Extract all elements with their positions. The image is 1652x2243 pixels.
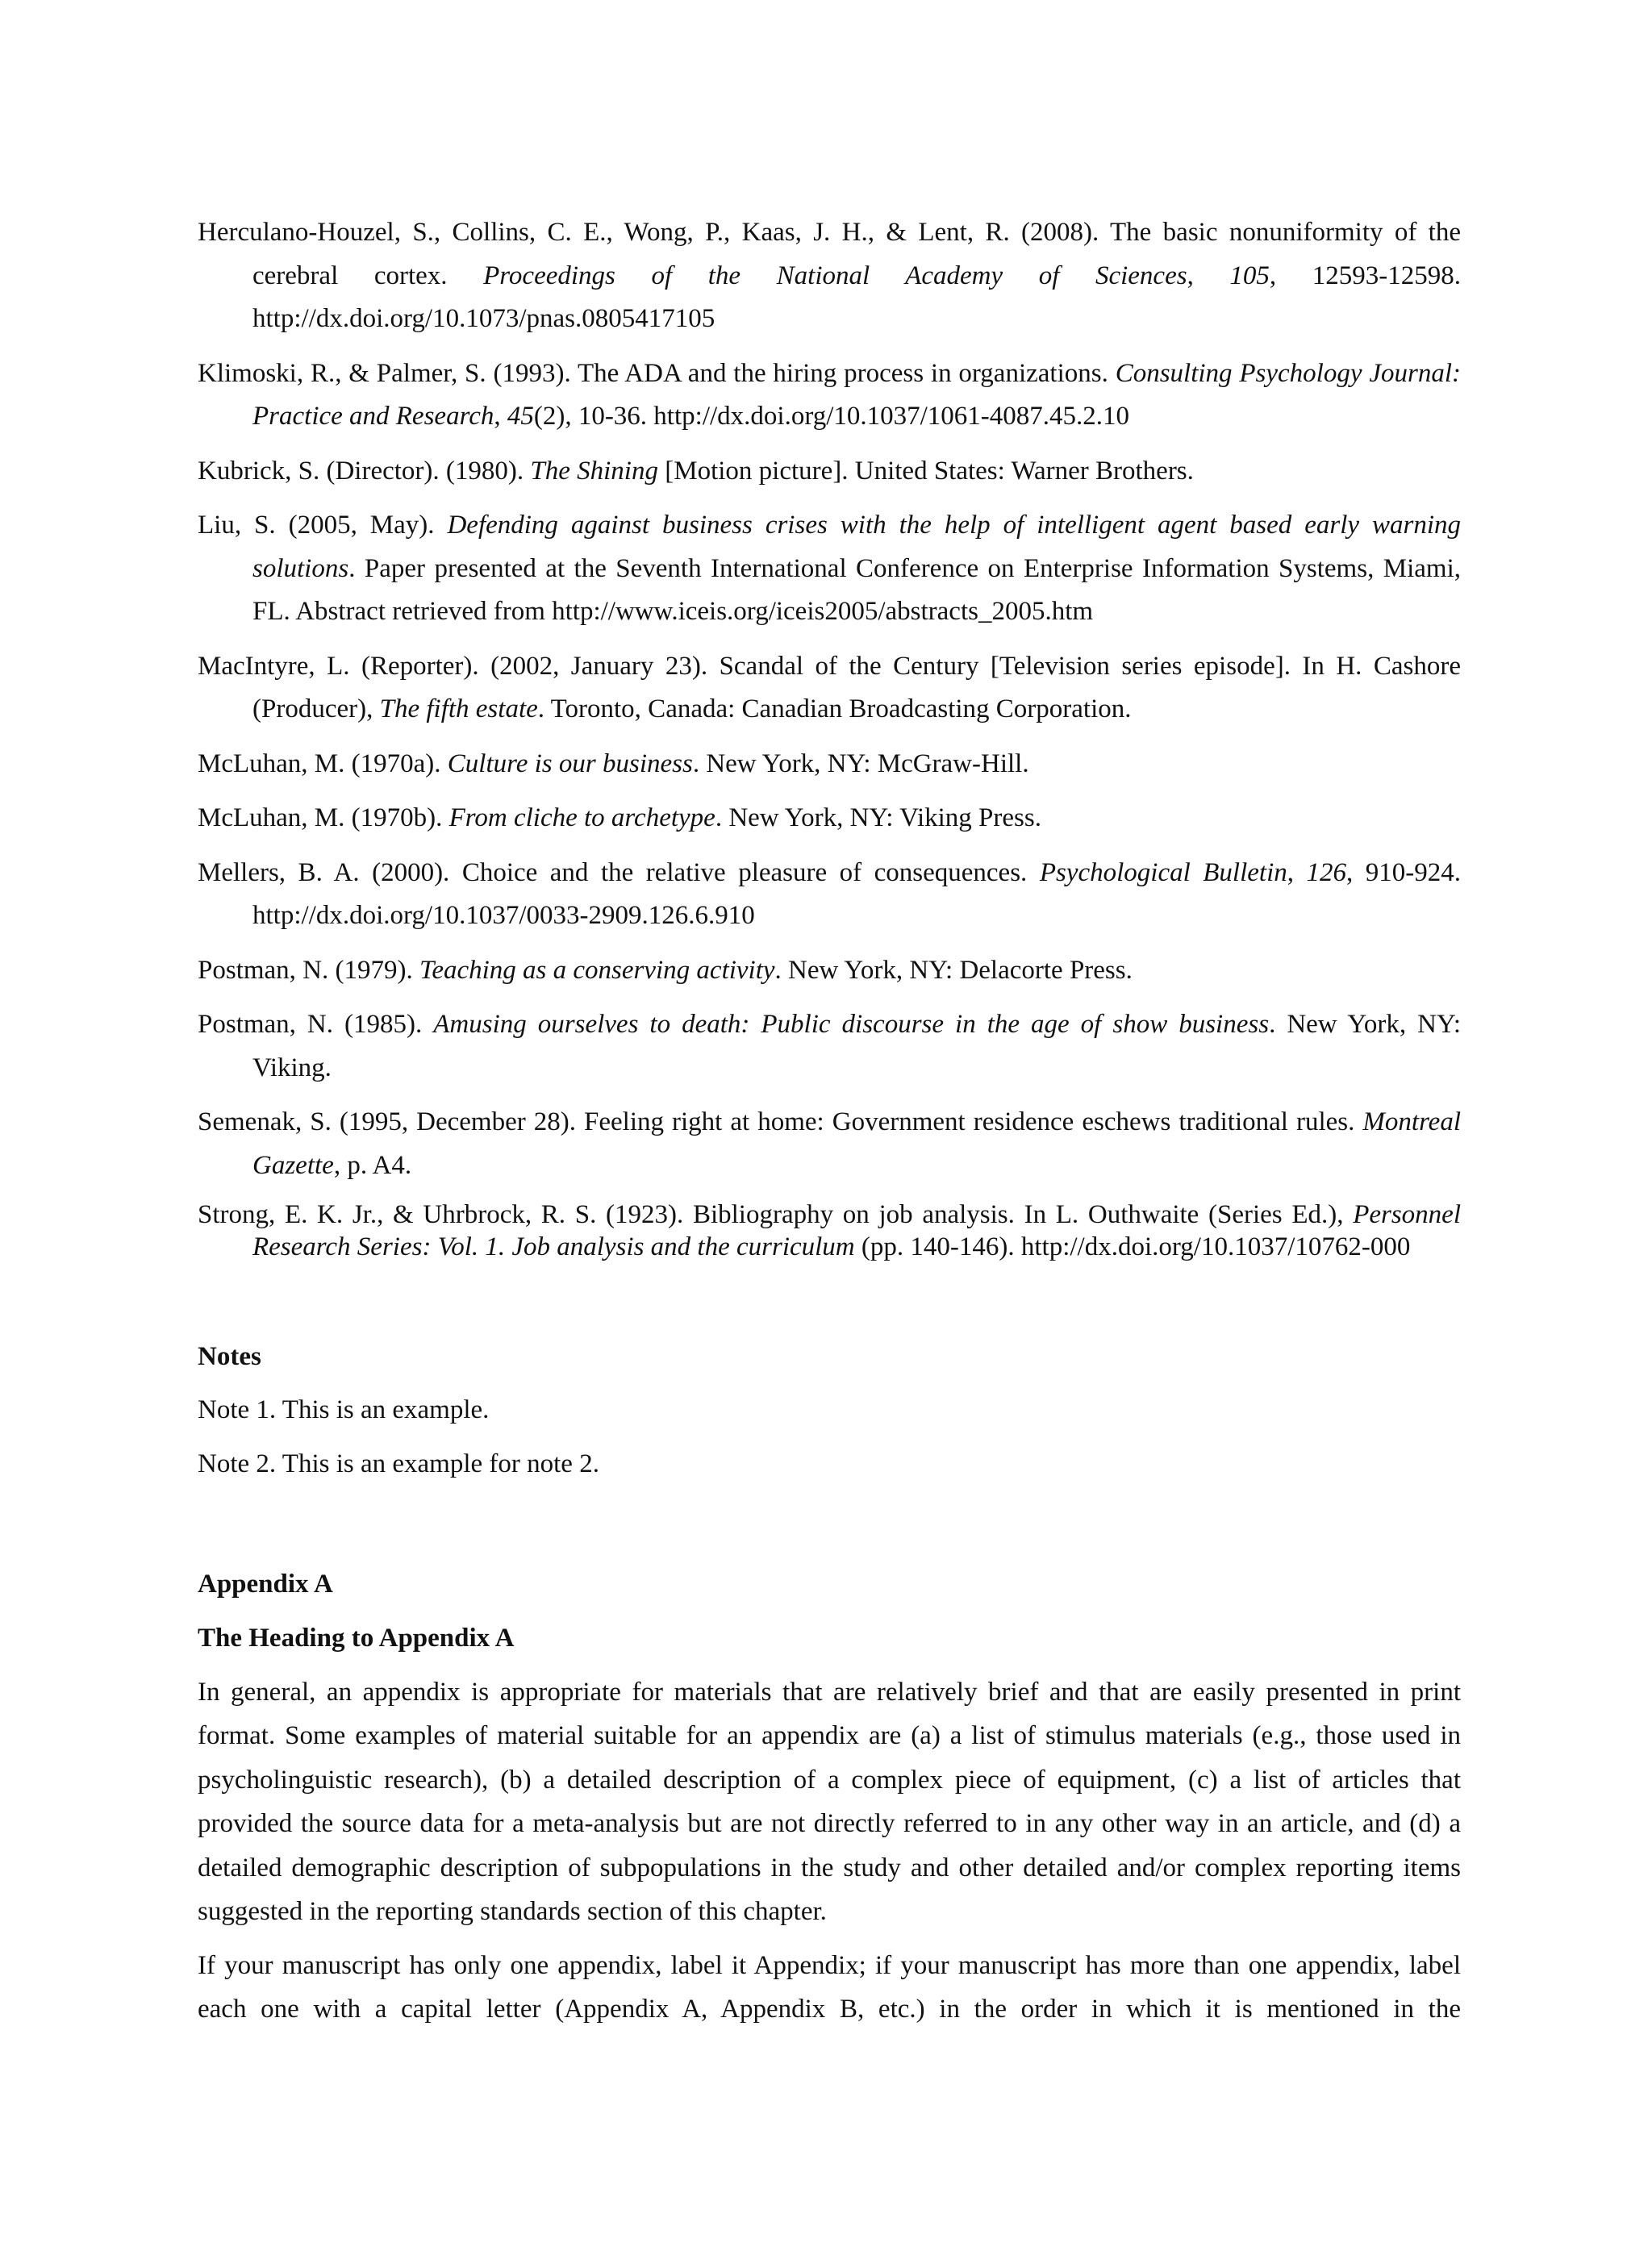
note-item: Note 1. This is an example. (198, 1395, 490, 1424)
reference-entry: Postman, N. (1985). Amusing ourselves to death: Public discourse in the age of show business. New York, NY: Viking. (198, 1010, 1461, 1082)
reference-entry: Kubrick, S. (Director). (1980). The Shining [Motion picture]. United States: Warner Brothers. (198, 456, 1194, 486)
reference-entry: McLuhan, M. (1970a). Culture is our business. New York, NY: McGraw-Hill. (198, 748, 1029, 778)
reference-entry: Herculano-Houzel, S., Collins, C. E., Wong, P., Kaas, J. H., & Lent, R. (2008). The basic nonuniformity of the cerebral cortex. Proceedings of the National Academy of Sciences, 105, 12593-12598. http://dx.doi.org/10.1073/pnas.0805417105 (198, 218, 1462, 333)
reference-entry: Liu, S. (2005, May). Defending against business crises with the help of intelligent agent based early warning solutions. Paper presented at the Seventh International Conference on Enterprise Information Systems, Miami, FL. Abstract retrieved from http://www.iceis.org/iceis2005/abstracts_2005.htm (198, 511, 1461, 626)
reference-entry: Klimoski, R., & Palmer, S. (1993). The ADA and the hiring process in organizations. Consulting Psychology Journal: Practice and Research, 45(2), 10-36. http://dx.doi.org/10.1037/1061-4087.45.2.10 (198, 358, 1461, 431)
document-page (198, 211, 1461, 2041)
reference-entry: MacIntyre, L. (Reporter). (2002, January 23). Scandal of the Century [Television series episode]. In H. Cashore (Producer), The fifth estate. Toronto, Canada: Canadian Broadcasting Corporation. (198, 651, 1461, 723)
reference-list (198, 211, 1461, 1263)
appendix-paragraph: If your manuscript has only one appendix, label it Appendix; if your manuscript has more than one appendix, label each one with a capital letter (Appendix A, Appendix B, etc.) in the order in which it is mentioned in the (198, 1950, 1461, 2024)
notes-heading: Notes (198, 1342, 261, 1371)
reference-entry: Strong, E. K. Jr., & Uhrbrock, R. S. (1923). Bibliography on job analysis. In L. Outhwaite (Series Ed.), Personnel Research Series: Vol. 1. Job analysis and the curriculum (pp. 140-146). http://dx.doi.org/10.1037/10762-000 (198, 1200, 1461, 1261)
reference-entry: Mellers, B. A. (2000). Choice and the relative pleasure of consequences. Psychological Bulletin, 126, 910-924. http://dx.doi.org/10.1037/0033-2909.126.6.910 (198, 857, 1462, 930)
appendix-heading: Appendix A (198, 1569, 333, 1599)
appendix-paragraph: In general, an appendix is appropriate for materials that are relatively brief and that are easily presented in print format. Some examples of material suitable for an appendix are (a) a list of stimulus materials (e.g., those used in psycholinguistic research), (b) a detailed description of a complex piece of equipment, (c) a list of articles that provided the source data for a meta-analysis but are not directly referred to in any other way in an article, and (d) a detailed demographic description of subpopulations in the study and other detailed and/or complex reporting items suggested in the reporting standards section of this chapter. (198, 1677, 1461, 1926)
reference-entry: McLuhan, M. (1970b). From cliche to archetype. New York, NY: Viking Press. (198, 803, 1041, 832)
reference-entry: Semenak, S. (1995, December 28). Feeling right at home: Government residence eschews traditional rules. Montreal Gazette, p. A4. (198, 1107, 1461, 1180)
reference-entry: Postman, N. (1979). Teaching as a conserving activity. New York, NY: Delacorte Press. (198, 955, 1133, 985)
appendix-subheading: The Heading to Appendix A (198, 1624, 515, 1653)
note-item: Note 2. This is an example for note 2. (198, 1449, 599, 1478)
